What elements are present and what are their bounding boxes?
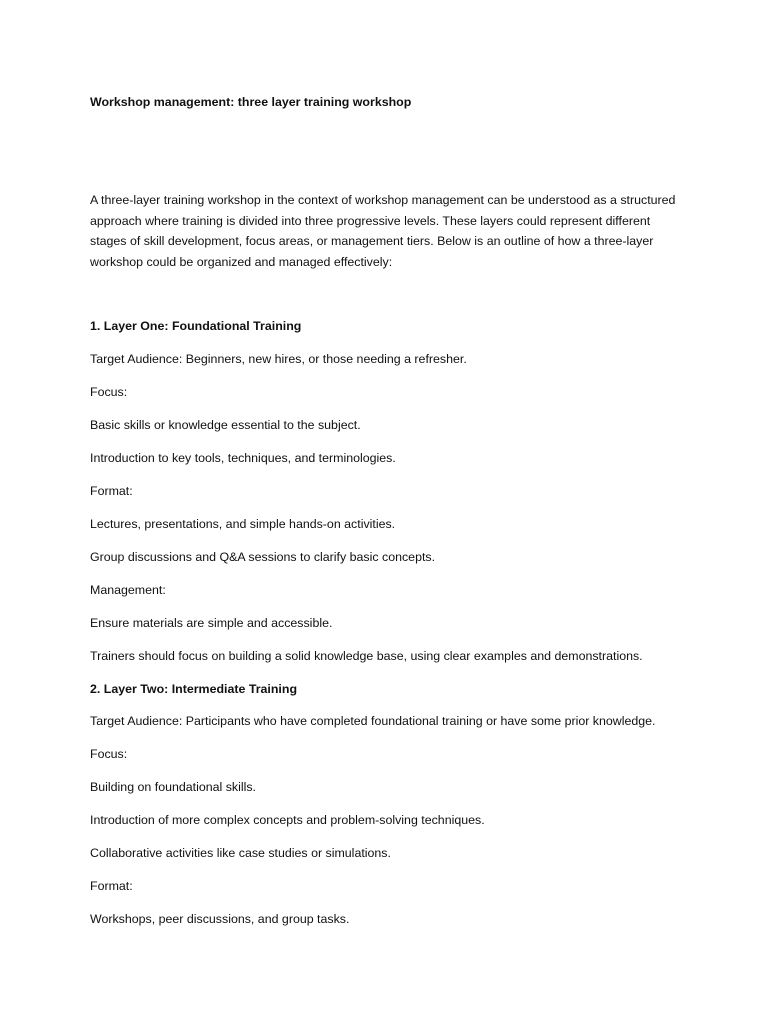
layer-one-format-item: Group discussions and Q&A sessions to clarify basic concepts. [90, 550, 436, 564]
layer-one-focus-label: Focus: [90, 385, 128, 399]
layer-two-target-audience: Target Audience: Participants who have completed foundational training or have some prior knowledge. [90, 714, 656, 728]
layer-two-format-label: Format: [90, 879, 133, 893]
layer-two-focus-label: Focus: [90, 747, 128, 761]
layer-one-management-label: Management: [90, 583, 166, 597]
layer-one-format-item: Lectures, presentations, and simple hands-on activities. [90, 517, 396, 531]
layer-one-focus-item: Introduction to key tools, techniques, and terminologies. [90, 451, 396, 465]
layer-one-heading: 1. Layer One: Foundational Training [90, 319, 302, 333]
layer-one-target-audience: Target Audience: Beginners, new hires, or those needing a refresher. [90, 352, 467, 366]
layer-two-format-item: Workshops, peer discussions, and group tasks. [90, 912, 350, 926]
layer-one-focus-item: Basic skills or knowledge essential to the subject. [90, 418, 361, 432]
layer-one-management-item: Trainers should focus on building a solid knowledge base, using clear examples and demonstrations. [90, 649, 643, 663]
layer-one-format-label: Format: [90, 484, 133, 498]
layer-one-management-item: Ensure materials are simple and accessible. [90, 616, 333, 630]
layer-two-heading: 2. Layer Two: Intermediate Training [90, 682, 298, 696]
document-title: Workshop management: three layer training workshop [90, 95, 412, 109]
layer-two-focus-item: Introduction of more complex concepts and problem-solving techniques. [90, 813, 485, 827]
layer-two-focus-item: Building on foundational skills. [90, 780, 257, 794]
intro-paragraph: A three-layer training workshop in the context of workshop management can be understood as a structured approach where training is divided into three progressive levels. These layers could represent different stages of skill development, focus areas, or management tiers. Below is an outline of how a three-layer workshop could be organized and managed effectively: [90, 193, 676, 269]
layer-two-focus-item: Collaborative activities like case studies or simulations. [90, 846, 391, 860]
